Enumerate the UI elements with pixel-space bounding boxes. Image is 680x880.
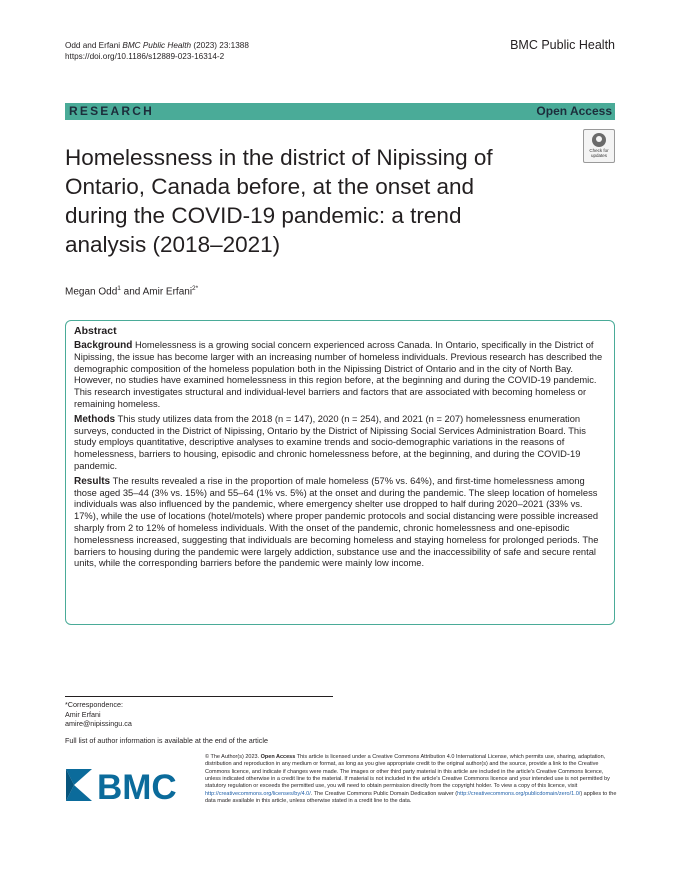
affiliation-marker: 2* [192,285,199,292]
citation-authors: Odd and Erfani [65,41,121,50]
author-name[interactable]: Megan Odd [65,286,118,298]
open-access-heading: Open Access [260,754,296,760]
bmc-logo-text: BMC [97,768,177,804]
license-text: ) applies to the data made available in this article, unless otherwise stated in a credit line to the data. [205,790,617,805]
correspondence-email[interactable]: amire@nipissingu.ca [65,719,132,728]
results-label: Results [74,475,111,487]
results-text: The results revealed a rise in the proportion of male homeless (57% vs. 64%), and first-time homelessness among those aged 35–44 (3% vs. 15%) and 55–64 (1% vs. 5%) at the onset and during the pandemic. The sleep location of homeless individuals was also influenced by the pandemic, where emergency shelter use dropped to half during 2020–2021 (33% vs. 17%), while the use of locations (hotel/motels) where proper pandemic protocols and social distancing were possible increased sharply from 2 to 12% of homeless individuals. With the onset of the pandemic, chronic homelessness and one-episodic homelessness increased, suggesting that individuals are becoming homeless and staying homeless for prolonged periods. The barriers to housing during the pandemic were largely addiction, substance use and the inaccessibility of safe and secure rental units, while the corresponding barriers before the pandemic were mainly low income. [74,475,599,569]
check-for-updates-icon [592,133,606,147]
author-conjunction: and [120,286,143,298]
bmc-logo [66,766,191,804]
license-text: . The Creative Commons Public Domain Dedication waiver ( [310,790,458,797]
author-list [65,285,198,297]
article-type-label: RESEARCH [69,104,154,118]
methods-text: This study utilizes data from the 2018 (n = 147), 2020 (n = 254), and 2021 (n = 207) homelessness enumeration surveys, conducted in the District of Nipissing, Ontario by the District of Nipissing Social Services Administration Board. This study employs quantitative, descriptive analyses to examine trends and socio-demographic variations in the reasons of homelessness, barriers to housing, episodic and chronic homelessness before, at the beginning, and during the COVID-19 pandemic. [74,413,586,471]
correspondence-name: Amir Erfani [65,709,101,719]
author-name[interactable]: Amir Erfani [142,286,193,298]
background-text: Homelessness is a growing social concern experienced across Canada. In Ontario, specifically in the District of Nipissing, the issue has become larger with an increasing number of homeless individuals. Previous research has described the demographic composition of the homeless population both in the Nipissing District of Ontario and in the city of North Bay. However, no studies have examined homelessness in this region before, at the beginning and during the COVID-19 pandemic. This research investigates structural and individual-level barriers and factors that are associated with becoming homeless or remaining homeless. [74,340,603,409]
check-for-updates-button[interactable] [583,129,615,163]
citation-year-volume: (2023) 23:1388 [193,41,249,50]
abstract-methods [74,414,605,473]
cc-license-link[interactable]: http://creativecommons.org/licenses/by/4.0/ [205,790,311,797]
affiliation-marker: 1 [117,285,121,292]
abstract-background [74,340,605,411]
article-type-banner [65,103,615,120]
journal-name: BMC Public Health [510,38,615,52]
license-text: This article is licensed under a Creative Commons Attribution 4.0 International License, which permits use, sharing, adaptation, distribution and reproduction in any medium or format, as long as you give appropriate credit to the original author(s) and the source, provide a link to the Creative Commons licence, and indicate if changes were made. The images or other third party material in this article are included in the article's Creative Commons licence, unless indicated otherwise in a credit line to the material. If material is not included in the article's Creative Commons licence and your intended use is not permitted by statutory regulation or exceeds the permitted use, you will need to obtain permission directly from the copyright holder. To view a copy of this licence, visit [205,754,610,790]
cc-zero-link[interactable]: http://creativecommons.org/publicdomain/zero/1.0/ [457,790,581,797]
check-for-updates-label: Check for updates [589,148,609,158]
background-label: Background [74,340,133,351]
citation-header [65,40,249,62]
article-title: Homelessness in the district of Nipissing of Ontario, Canada before, at the onset and during the COVID-19 pandemic: a trend analysis (2018–2021) [65,145,493,257]
abstract-heading: Abstract [74,325,117,337]
full-author-info-note: Full list of author information is available at the end of the article [65,736,268,745]
copyright-notice: © The Author(s) 2023. [205,754,260,760]
footnote-divider [65,696,333,697]
methods-label: Methods [74,413,116,425]
open-access-label: Open Access [536,104,612,118]
license-statement [205,754,617,805]
correspondence-label: *Correspondence: [65,700,123,709]
citation-journal: BMC Public Health [122,41,192,50]
abstract-box [65,320,615,625]
doi-link[interactable]: https://doi.org/10.1186/s12889-023-16314-2 [65,52,225,61]
correspondence-note [65,700,132,729]
abstract-results [74,476,605,570]
